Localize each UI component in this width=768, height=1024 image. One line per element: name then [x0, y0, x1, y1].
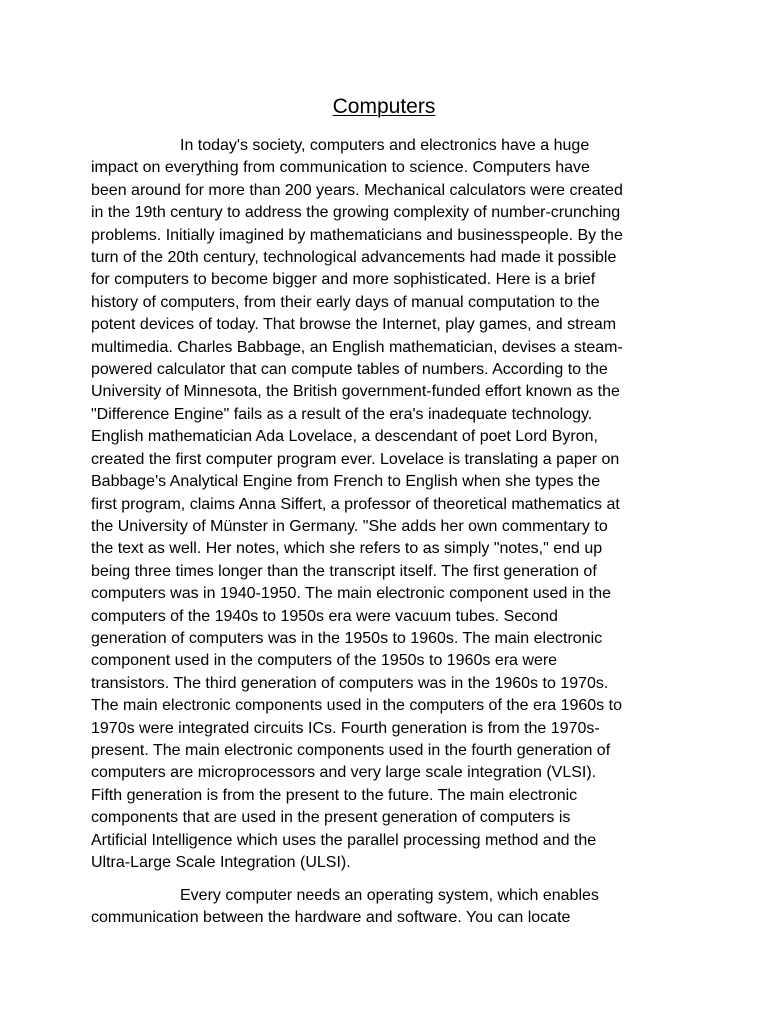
paragraph-line: In today's society, computers and electronics have a huge	[180, 137, 590, 154]
paragraph-line: first program, claims Anna Siffert, a professor of theoretical mathematics at	[91, 495, 620, 513]
paragraph-line: turn of the 20th century, technological advancements had made it possible	[91, 249, 617, 267]
paragraph-line: Ultra-Large Scale Integration (ULSI).	[91, 854, 351, 871]
paragraph-line: been around for more than 200 years. Mechanical calculators were created	[91, 181, 623, 199]
paragraph-line: impact on everything from communication to science. Computers have	[91, 159, 590, 177]
paragraph-line: communication between the hardware and software. You can locate	[91, 909, 571, 927]
paragraph-line: "Difference Engine" fails as a result of the era's inadequate technology.	[91, 405, 593, 423]
paragraph-line: created the first computer program ever. Lovelace is translating a paper on	[91, 450, 620, 468]
paragraph-line: component used in the computers of the 1950s to 1960s era were	[91, 652, 558, 670]
paragraph	[91, 135, 685, 874]
paragraph-line: multimedia. Charles Babbage, an English mathematician, devises a steam-	[91, 338, 623, 356]
paragraph-line: in the 19th century to address the growing complexity of number-crunching	[91, 204, 621, 222]
paragraph-line: potent devices of today. That browse the Internet, play games, and stream	[91, 316, 617, 334]
paragraph-line: Every computer needs an operating system, which enables	[180, 887, 599, 904]
paragraph-line: 1970s were integrated circuits ICs. Fourth generation is from the 1970s-	[91, 719, 600, 737]
paragraph-line: transistors. The third generation of computers was in the 1960s to 1970s.	[91, 674, 609, 692]
document-title: Computers	[332, 95, 436, 118]
paragraph-line: for computers to become bigger and more sophisticated. Here is a brief	[91, 271, 596, 289]
paragraph-line: components that are used in the present generation of computers is	[91, 809, 571, 827]
paragraph-line: problems. Initially imagined by mathematicians and businesspeople. By the	[91, 226, 623, 244]
paragraph-line: the text as well. Her notes, which she refers to as simply "notes," end up	[91, 540, 603, 558]
paragraph-line: University of Minnesota, the British government-funded effort known as the	[91, 383, 620, 401]
paragraph	[91, 885, 685, 930]
paragraph-line: computers of the 1940s to 1950s era were vacuum tubes. Second	[91, 607, 558, 625]
paragraph-line: Babbage's Analytical Engine from French to English when she types the	[91, 473, 601, 491]
paragraph-line: computers are microprocessors and very large scale integration (VLSI).	[91, 764, 597, 782]
paragraph-line: generation of computers was in the 1950s to 1960s. The main electronic	[91, 629, 603, 647]
paragraph-line: history of computers, from their early days of manual computation to the	[91, 293, 600, 311]
paragraph-line: the University of Münster in Germany. "She adds her own commentary to	[91, 517, 608, 535]
paragraph-line: present. The main electronic components used in the fourth generation of	[91, 741, 611, 759]
paragraph-line: powered calculator that can compute tables of numbers. According to the	[91, 361, 608, 379]
paragraph-line: Fifth generation is from the present to the future. The main electronic	[91, 786, 578, 804]
paragraph-line: computers was in 1940-1950. The main electronic component used in the	[91, 585, 612, 603]
paragraph-line: being three times longer than the transcript itself. The first generation of	[91, 562, 597, 580]
paragraph-line: The main electronic components used in the computers of the era 1960s to	[91, 697, 622, 715]
paragraph-line: Artificial Intelligence which uses the parallel processing method and the	[91, 831, 597, 849]
paragraph-line: English mathematician Ada Lovelace, a descendant of poet Lord Byron,	[91, 428, 598, 446]
